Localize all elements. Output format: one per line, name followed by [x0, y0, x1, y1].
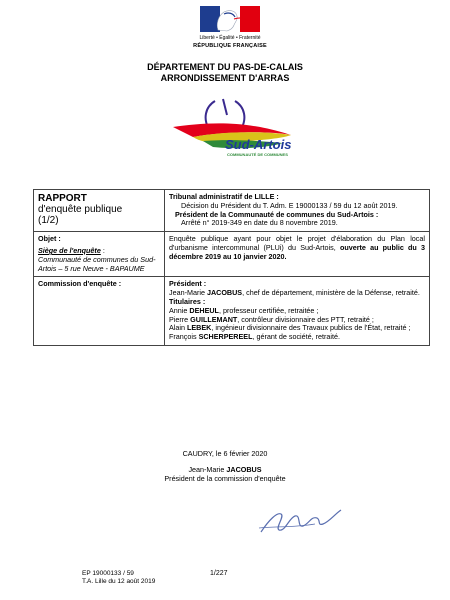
- republic-name: RÉPUBLIQUE FRANÇAISE: [193, 43, 267, 49]
- department-heading: DÉPARTEMENT DU PAS-DE-CALAIS: [147, 62, 303, 72]
- footer-reference: EP 19000133 / 59: [82, 570, 134, 577]
- commission-label-cell: [34, 277, 165, 346]
- rapport-row: [34, 190, 430, 232]
- member-item: Alain LEBEK, ingénieur divisionnaire des Travaux publics de l'État, retraité ;: [169, 323, 411, 333]
- siege-label: Siège de l'enquête: [38, 245, 101, 255]
- member-item: Annie DEHEUL, professeur certifiée, retraitée ;: [169, 305, 319, 315]
- president-cc-heading: Président de la Communauté de communes du Sud-Artois :: [175, 209, 379, 219]
- signature-role: Président de la commission d'enquête: [164, 474, 286, 483]
- rapport-references-cell: [165, 190, 430, 232]
- commission-members-cell: [165, 277, 430, 346]
- signature-place-date: CAUDRY, le 6 février 2020: [182, 449, 268, 458]
- siege-text: Communauté de communes du Sud-Artois – 5 rue Neuve - BAPAUME: [38, 254, 156, 273]
- rapport-volume: (1/2): [38, 215, 59, 226]
- republic-motto: Liberté • Égalité • Fraternité: [199, 35, 261, 41]
- commission-president: Jean-Marie JACOBUS, chef de département, ministère de la Défense, retraité.: [169, 288, 420, 298]
- tribunal-text: Décision du Président du T. Adm. E 19000133 / 59 du 12 août 2019.: [181, 200, 398, 210]
- titulaires-heading: Titulaires :: [169, 296, 206, 306]
- commission-row: [34, 277, 430, 346]
- member-item: Pierre GUILLEMANT, contrôleur divisionnaire des PTT, retraité ;: [169, 314, 374, 324]
- republique-francaise-logo: [190, 6, 270, 56]
- report-table: [33, 189, 430, 346]
- page-number: 1/227: [210, 570, 228, 577]
- objet-row: [34, 232, 430, 277]
- objet-text-cell: [165, 232, 430, 277]
- siege-colon: :: [100, 245, 105, 255]
- objet-text: Enquête publique ayant pour objet le projet d'élaboration du Plan local d'urbanisme intercommunal (PLUi) du Sud-Artois,: [169, 234, 425, 252]
- sud-artois-name: Sud-Artois: [225, 137, 292, 152]
- marianne-flag-icon: [200, 6, 260, 32]
- arrondissement-heading: ARRONDISSEMENT D'ARRAS: [160, 73, 290, 83]
- tribunal-heading: Tribunal administratif de LILLE :: [169, 192, 279, 201]
- sud-artois-subtitle: COMMUNAUTÉ DE COMMUNES: [227, 152, 288, 157]
- objet-label: Objet :: [38, 234, 61, 244]
- objet-label-cell: [34, 232, 165, 277]
- handwritten-signature-icon: [255, 498, 345, 538]
- signature-name: Jean-Marie JACOBUS: [188, 465, 262, 474]
- commission-president-heading: Président :: [169, 279, 207, 289]
- rapport-title: RAPPORT: [38, 193, 87, 204]
- objet-dates: ouverte au public du 3 décembre 2019 au 10 janvier 2020.: [169, 242, 425, 261]
- member-item: François SCHERPEREEL, gérant de société, retraité.: [169, 332, 340, 342]
- rapport-cell: [34, 190, 165, 232]
- sud-artois-logo: [163, 97, 298, 162]
- president-cc-text: Arrêté n° 2019-349 en date du 8 novembre 2019.: [181, 218, 338, 228]
- footer-tribunal-date: T.A. Lille du 12 août 2019: [82, 578, 156, 585]
- rapport-subtitle: d'enquête publique: [38, 204, 123, 215]
- commission-label: Commission d'enquête :: [38, 279, 122, 289]
